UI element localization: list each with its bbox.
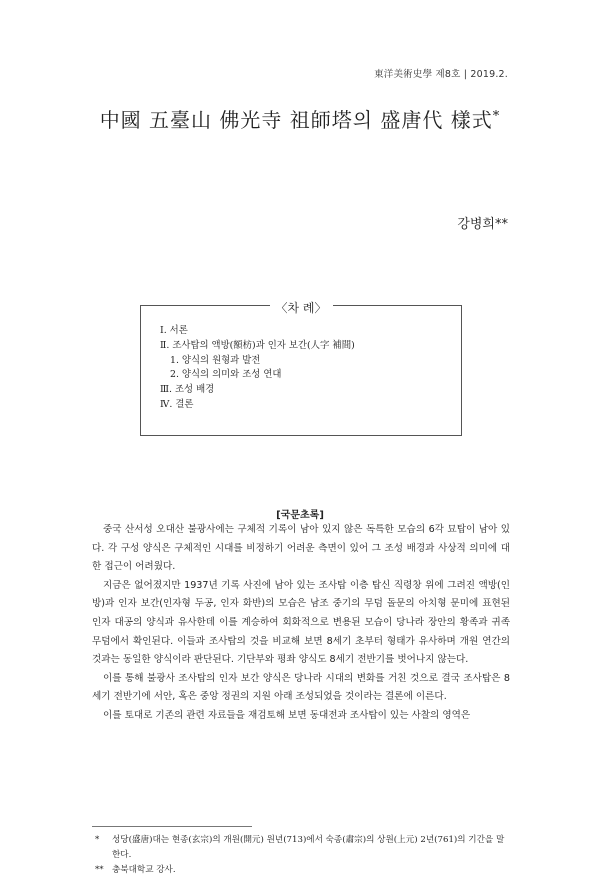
footnote-text: 충북대학교 강사. — [112, 865, 176, 875]
author-name: 강병희** — [457, 217, 508, 232]
abstract-heading: [국문초록] — [276, 510, 324, 521]
footnotes — [92, 833, 510, 878]
table-of-contents — [140, 301, 462, 436]
toc-heading-wrap — [141, 297, 461, 316]
abstract-paragraph: 지금은 없어졌지만 1937년 기록 사진에 남아 있는 조사탑 이층 탑신 직령창 위에 그려진 액방(인방)과 인자 보간(인자형 두공, 인자 화반)의 모습은 남조 중기의 무덤 돌문의 아치형 문미에 표현된 인자 대공의 양식과 유사한데 이를 계승하여 회화적으로 변용된 모습이 당나라 장안의 황족과 귀족 무덤에서 확인된다. 이들과 조사탑의 것을 비교해 보면 8세기 초부터 형태가 유사하며 개원 연간의 것과는 동일한 양식이라 판단된다. 기단부와 평좌 양식도 8세기 전반기를 벗어나지 않는다. — [92, 579, 510, 666]
abstract-paragraph: 이를 통해 불광사 조사탑의 인자 보간 양식은 당나라 시대의 변화를 거친 것으로 결국 조사탑은 8세기 전반기에 서안, 혹은 중앙 정권의 지원 아래 조성되었을 것이라는 결론에 이른다. — [92, 672, 510, 703]
footnote — [92, 863, 510, 878]
title-text: 中國 五臺山 佛光寺 祖師塔의 盛唐代 樣式 — [99, 108, 493, 132]
paper-title — [0, 104, 600, 133]
footnote-mark: * — [95, 835, 100, 845]
toc-item: Ⅱ. 조사탑의 액방(額枋)과 인자 보간(人字 補間) — [160, 339, 355, 351]
footnote-mark: ** — [95, 865, 104, 875]
abstract-paragraph: 중국 산서성 오대산 불광사에는 구체적 기록이 남아 있지 않은 독특한 모습의 6각 묘탑이 남아 있다. 각 구성 양식은 구체적인 시대를 비정하기 어려운 측면이 있어 그 조성 배경과 사상적 의미에 대한 접근이 어려웠다. — [92, 524, 510, 573]
toc-subitem: 1. 양식의 원형과 발전 — [170, 354, 261, 366]
toc-list — [160, 324, 355, 413]
abstract-paragraph: 이를 토대로 기존의 관련 자료들을 재검토해 보면 동대전과 조사탑이 있는 사찰의 영역은 — [103, 709, 471, 721]
footnote-divider — [92, 826, 252, 827]
toc-item: Ⅲ. 조성 배경 — [160, 384, 215, 396]
abstract-body — [92, 521, 510, 726]
toc-heading: 〈차 례〉 — [270, 301, 333, 315]
title-footnote-mark: * — [492, 109, 501, 124]
journal-header: 東洋美術史學 제8호 | 2019.2. — [374, 69, 508, 80]
toc-item: Ⅰ. 서론 — [160, 325, 188, 336]
footnote-text: 성당(盛唐)대는 현종(玄宗)의 개원(開元) 원년(713)에서 숙종(肅宗)의 상원(上元) 2년(761)의 기간을 말한다. — [112, 835, 505, 860]
toc-item: Ⅳ. 결론 — [160, 398, 194, 410]
toc-subitem: 2. 양식의 의미와 조성 연대 — [170, 369, 282, 381]
footnote — [92, 833, 510, 863]
